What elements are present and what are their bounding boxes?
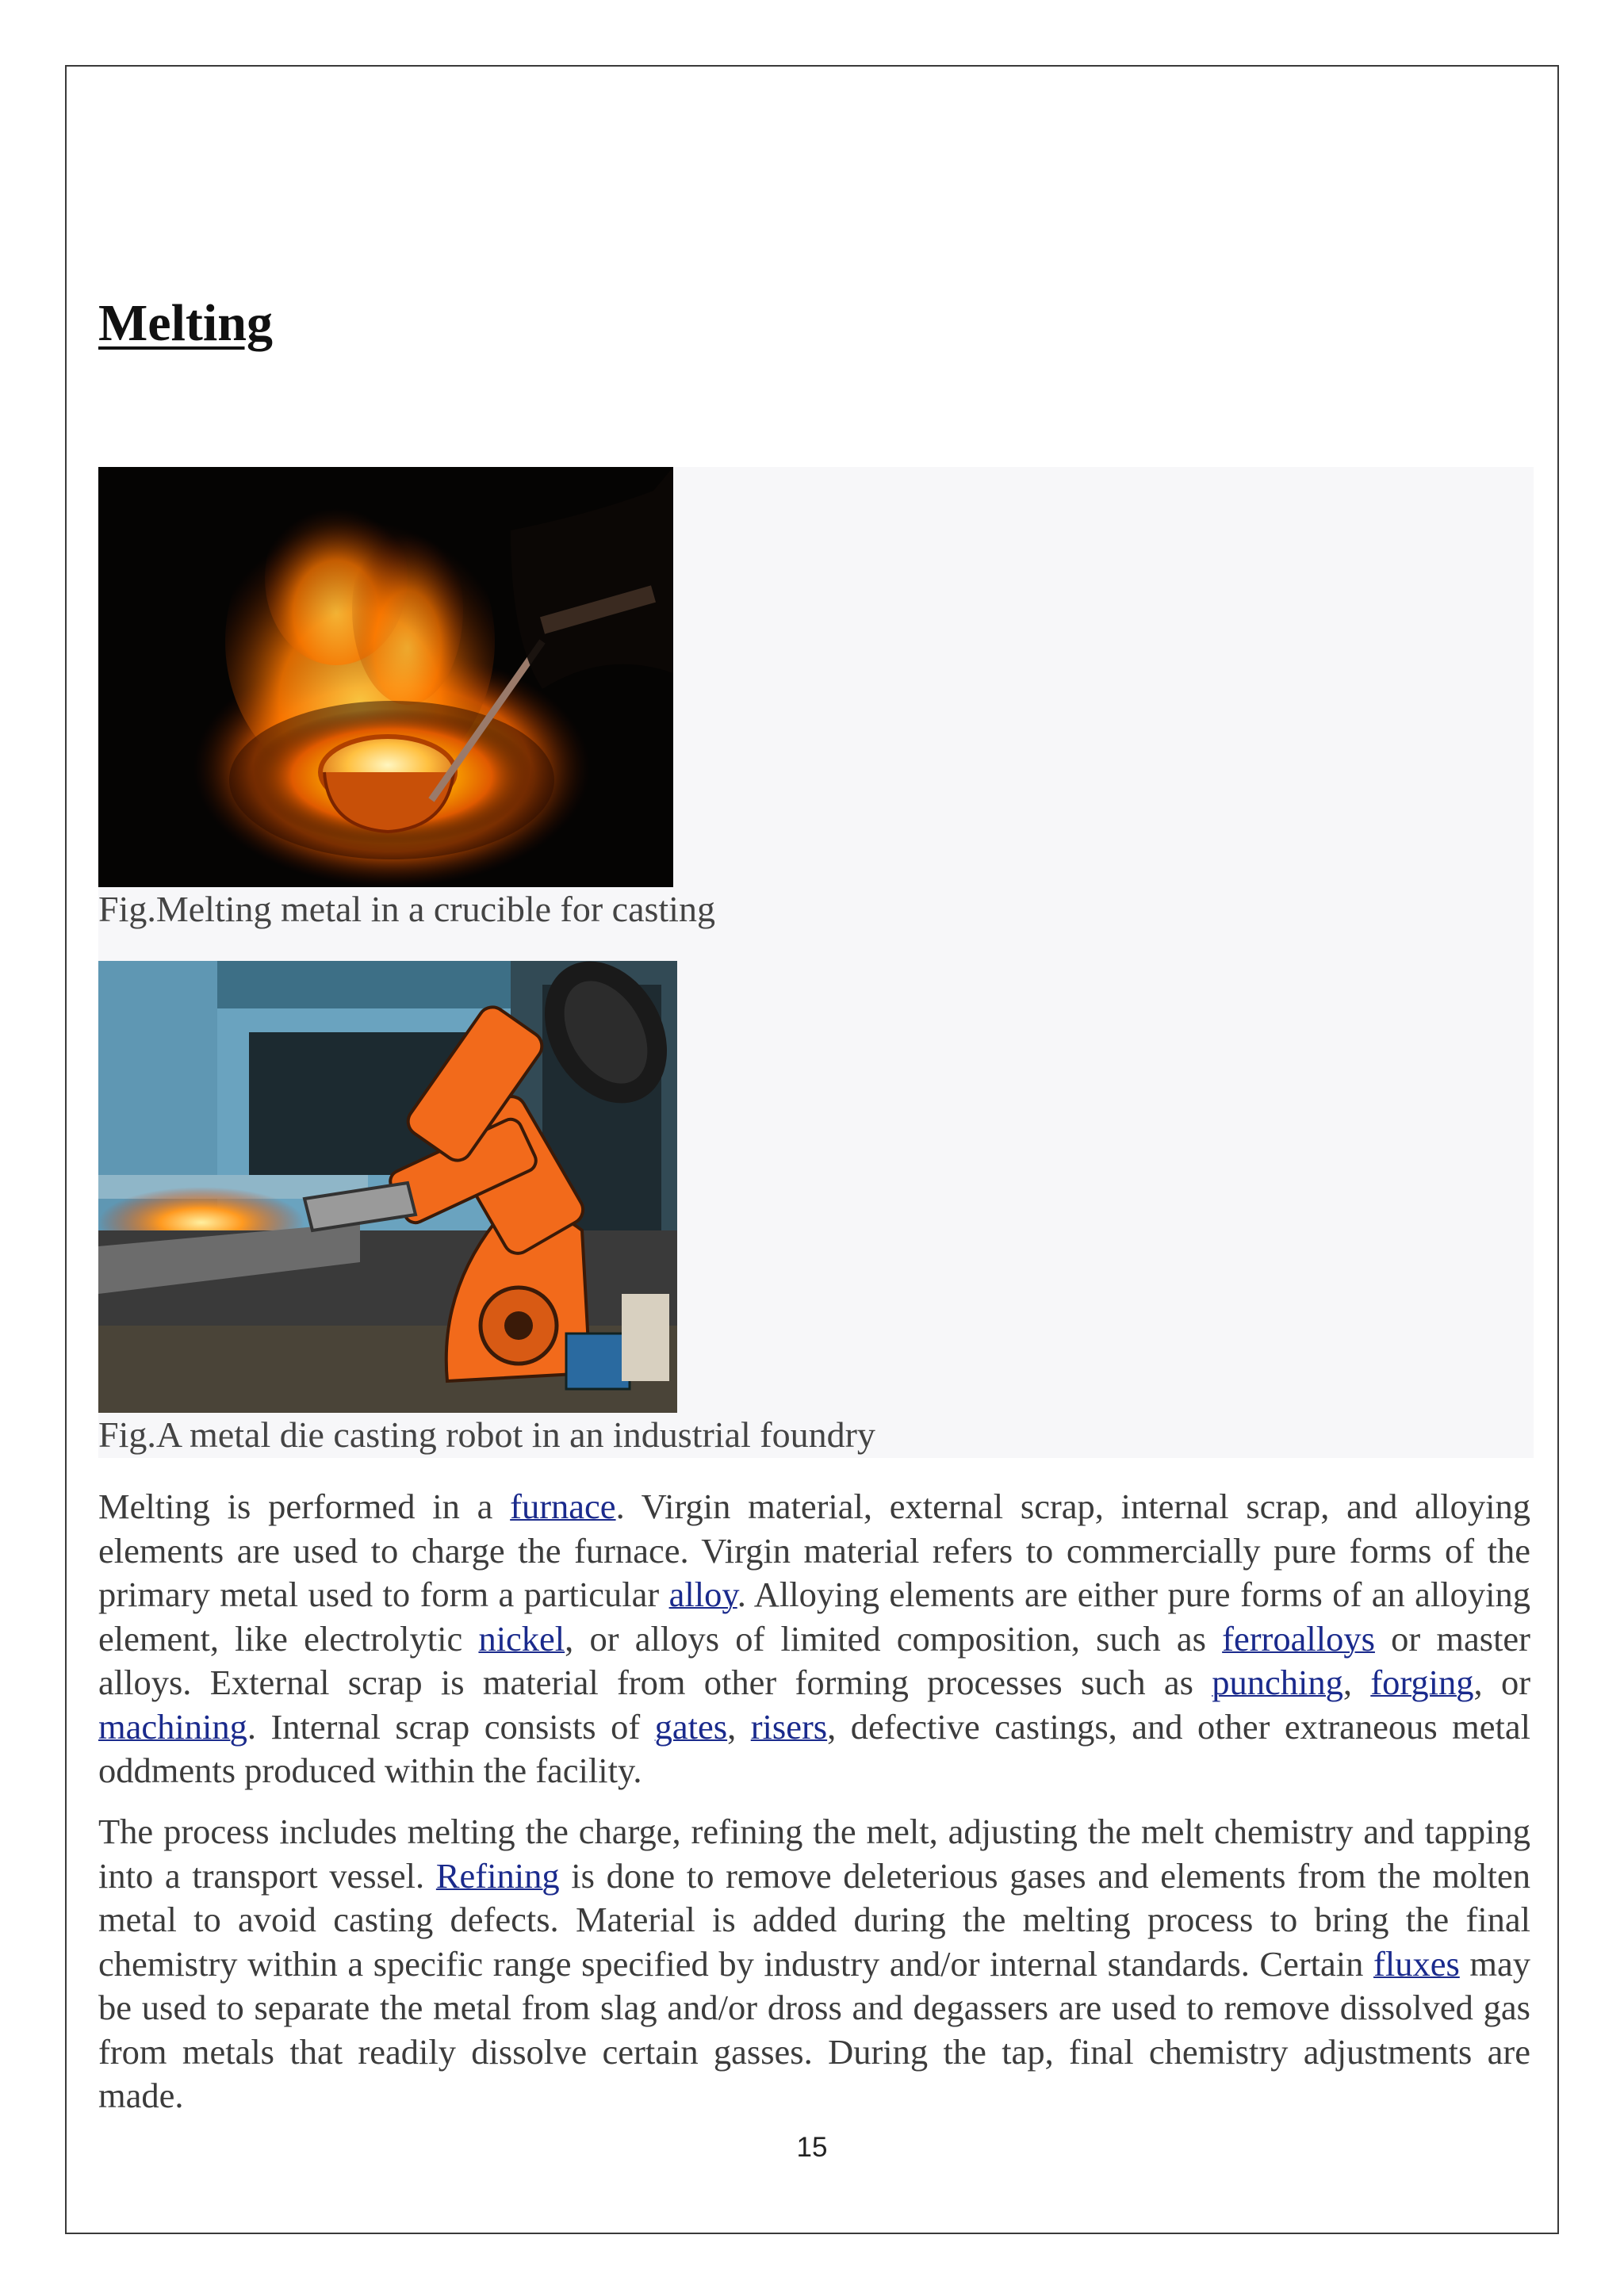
paragraph-text: may be used to separate the metal from slag and/or dross and degassers are used to remove dissolved gas from metals that readily dissolve certain gasses. During the tap, final chemistry adjustments are made. (98, 1943, 1530, 2115)
paragraph-text: , defective castings, and other extraneous metal oddments produced within the facility. (98, 1706, 1531, 1790)
body-paragraph-2 (98, 1810, 1530, 2118)
link-ferroalloys[interactable]: ferroalloys (1222, 1618, 1375, 1659)
link-punching[interactable]: punching (1212, 1663, 1343, 1702)
link-nickel[interactable]: nickel (478, 1618, 565, 1659)
paragraph-text: , (727, 1706, 751, 1747)
paragraph-text: , (1342, 1663, 1371, 1702)
link-furnace[interactable]: furnace (510, 1487, 616, 1526)
link-forging[interactable]: forging (1370, 1663, 1474, 1702)
paragraph-text: Melting is performed in a (98, 1487, 511, 1526)
link-machining[interactable]: machining (98, 1706, 247, 1747)
link-risers[interactable]: risers (750, 1706, 828, 1747)
paragraph-text: , or alloys of limited composition, such as (565, 1618, 1223, 1659)
paragraph-text: or master alloys. External scrap is material from other forming processes such as (98, 1618, 1530, 1702)
paragraph-text: . Virgin material, external scrap, internal scrap, and alloying elements are used to charge the furnace. Virgin material refers to commercially pure forms of the primary metal used to form a particular (98, 1487, 1531, 1614)
page-number: 15 (796, 2132, 828, 2163)
link-gates[interactable]: gates (654, 1706, 728, 1747)
paragraph-text: . Alloying elements are either pure forms of an alloying element, like electrolytic (98, 1575, 1530, 1659)
paragraph-text: The process includes melting the charge, refining the melt, adjusting the melt chemistry and tapping into a transport vessel. (98, 1812, 1530, 1896)
link-alloy[interactable]: alloy (668, 1575, 737, 1614)
body-paragraph-1 (98, 1485, 1530, 1793)
die-casting-robot-photo (98, 961, 677, 1413)
crucible-melting-photo (98, 467, 673, 887)
paragraph-text: is done to remove deleterious gases and elements from the molten metal to avoid casting defects. Material is added during the melting process to bring the final chemistry within a specific range specified by industry and/or internal standards. Certain (98, 1855, 1530, 1984)
paragraph-text: , or (1473, 1663, 1531, 1702)
link-refining[interactable]: Refining (435, 1855, 560, 1896)
figure-caption-crucible: Fig.Melting metal in a crucible for casting (98, 889, 715, 929)
paragraph-text: . Internal scrap consists of (247, 1706, 655, 1747)
section-heading: Melting (98, 294, 273, 352)
figure-caption-robot: Fig.A metal die casting robot in an industrial foundry (98, 1414, 875, 1455)
link-fluxes[interactable]: fluxes (1373, 1943, 1460, 1984)
